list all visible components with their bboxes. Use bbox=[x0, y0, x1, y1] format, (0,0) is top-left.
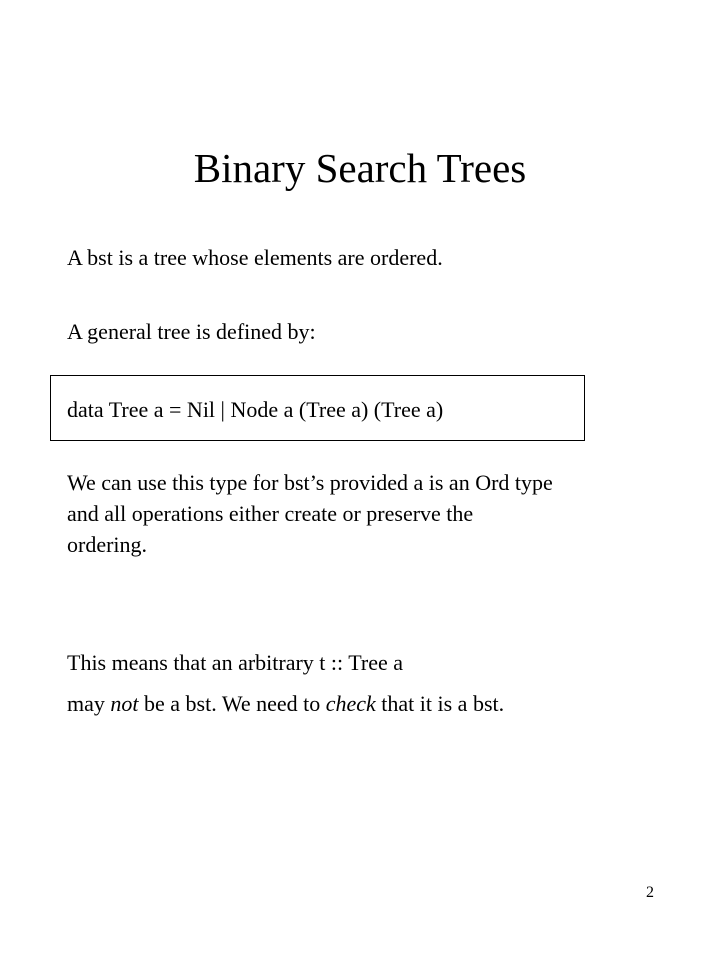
arbitrary-tree-text: This means that an arbitrary t :: Tree a bbox=[67, 650, 404, 675]
usage-paragraph bbox=[67, 467, 553, 560]
emphasis-check: check bbox=[325, 691, 376, 716]
usage-line: We can use this type for bst’s provided a is an Ord type bbox=[67, 470, 553, 495]
check-text bbox=[67, 690, 504, 718]
slide-title: Binary Search Trees bbox=[193, 145, 527, 191]
check-text-part: be a bst. We need to bbox=[138, 691, 326, 716]
usage-line: ordering. bbox=[67, 532, 148, 557]
emphasis-not: not bbox=[110, 691, 139, 716]
general-tree-label: A general tree is defined by: bbox=[67, 319, 316, 344]
code-definition: data Tree a = Nil | Node a (Tree a) (Tree a) bbox=[67, 397, 444, 422]
check-text-part: may bbox=[67, 691, 111, 716]
check-text-part: that it is a bst. bbox=[375, 691, 505, 716]
page-number: 2 bbox=[646, 884, 654, 901]
intro-text: A bst is a tree whose elements are ordered. bbox=[67, 245, 443, 270]
usage-line: and all operations either create or preserve the bbox=[67, 501, 474, 526]
code-box bbox=[50, 375, 585, 441]
